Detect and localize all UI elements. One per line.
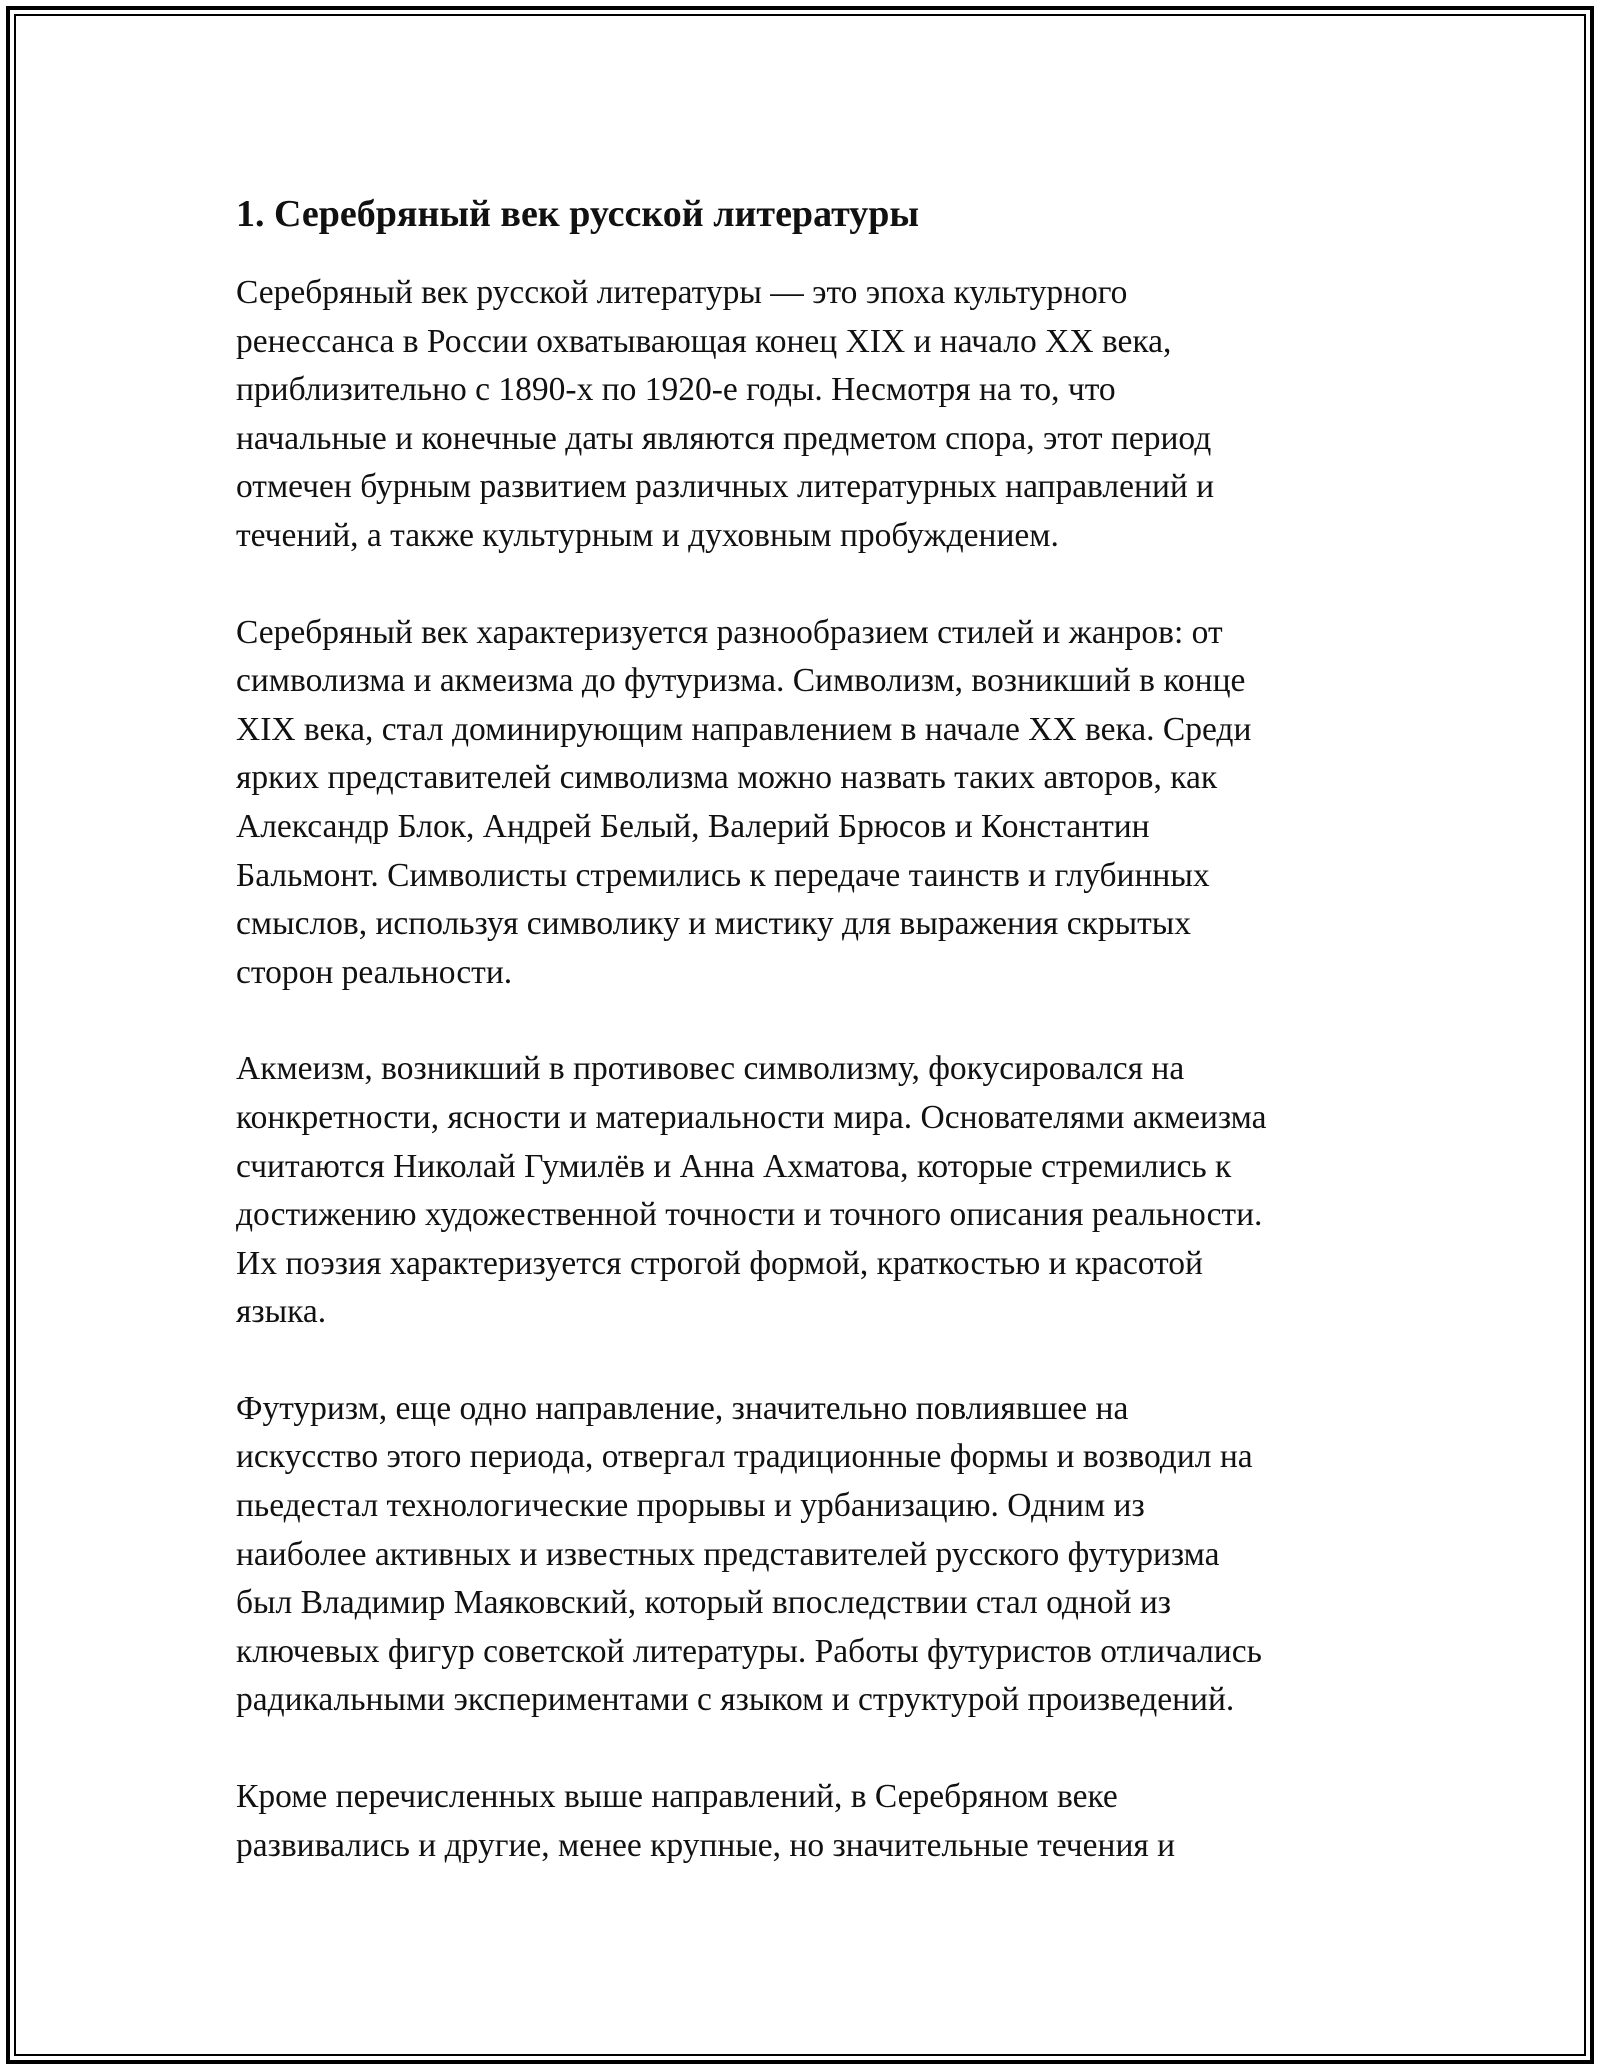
paragraph-intro: Серебряный век русской литературы — это эпоха культурного ренессанса в России охватывающая конец XIX и начало XX века, приблизительно с 1890-х по 1920-е годы. Несмотря на то, что начальные и конечные даты являются предметом спора, этот период отмечен бурным развитием различных литературных направлений и течений, а также культурным и духовным пробуждением. <box>236 274 1215 554</box>
paragraph-acmeism: Акмеизм, возникший в противовес символизму, фокусировался на конкретности, ясности и материальности мира. Основателями акмеизма считаются Николай Гумилёв и Анна Ахматова, которые стремились к достижению художественной точности и точного описания реальности. Их поэзия характеризуется строгой формой, краткостью и красотой языка. <box>236 1050 1267 1331</box>
section-title: 1. Серебряный век русской литературы <box>236 193 920 235</box>
paragraph-other-movements: Кроме перечисленных выше направлений, в Серебряном веке развивались и другие, менее крупные, но значительные течения и <box>236 1778 1176 1864</box>
paragraph-futurism: Футуризм, еще одно направление, значительно повлиявшее на искусство этого периода, отвергал традиционные формы и возводил на пьедестал технологические прорывы и урбанизацию. Одним из наиболее активных и известных представителей русского футуризма был Владимир Маяковский, который впоследствии стал одной из ключевых фигур советской литературы. Работы футуристов отличались радикальными экспериментами с языком и структурой произведений. <box>236 1389 1262 1719</box>
paragraph-symbolism: Серебряный век характеризуется разнообразием стилей и жанров: от символизма и акмеизма до футуризма. Символизм, возникший в конце XIX века, стал доминирующим направлением в начале XX века. Среди ярких представителей символизма можно назвать таких авторов, как Александр Блок, Андрей Белый, Валерий Брюсов и Константин Бальмонт. Символисты стремились к передаче таинств и глубинных смыслов, используя символику и мистику для выражения скрытых сторон реальности. <box>236 613 1252 991</box>
document-body <box>236 185 1386 1918</box>
